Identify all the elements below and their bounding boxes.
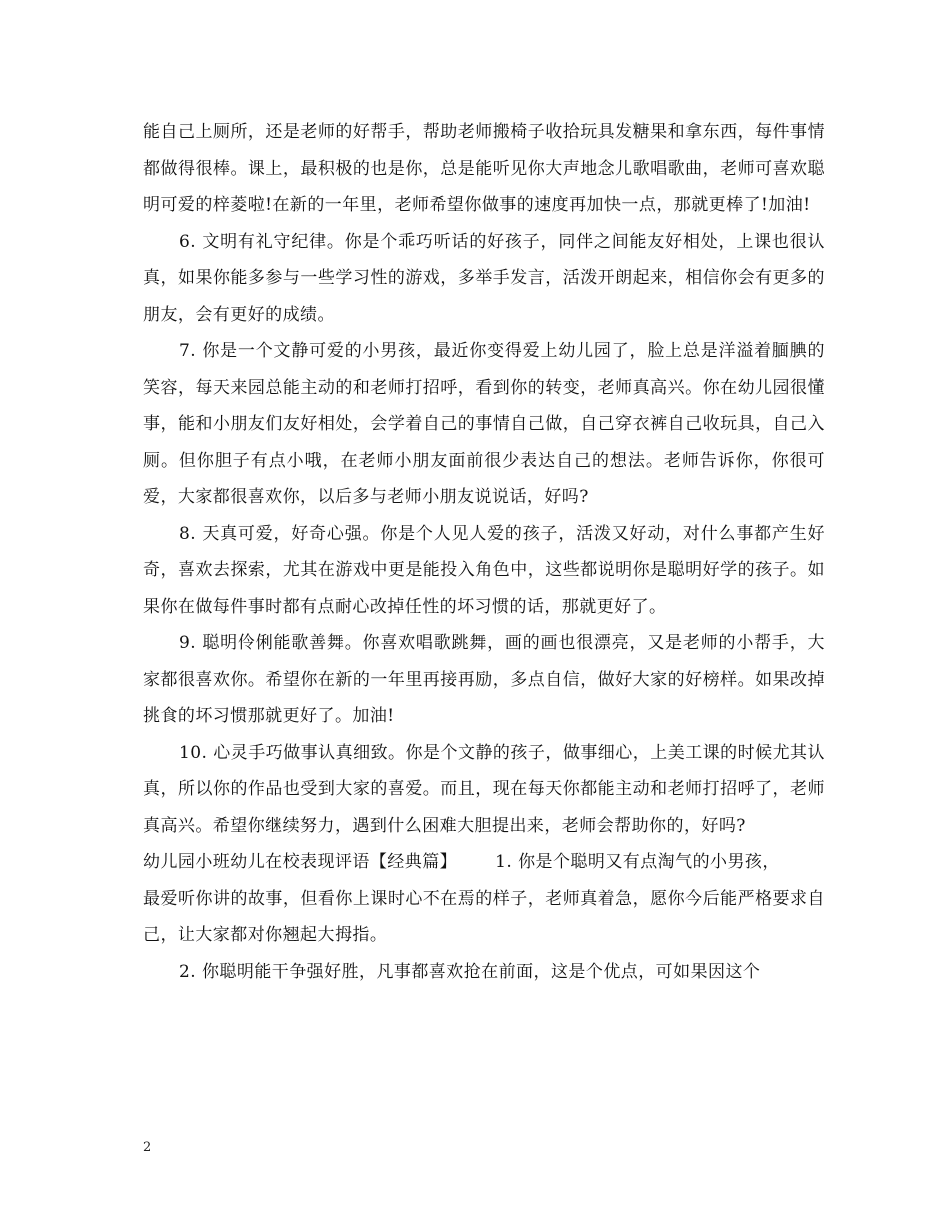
page-number: 2 (143, 1140, 152, 1155)
document-body (143, 114, 825, 990)
paragraph-comment-9: 9. 聪明伶俐能歌善舞。你喜欢唱歌跳舞，画的画也很漂亮，又是老师的小帮手，大家都很喜欢你。希望你在新的一年里再接再励，多点自信，做好大家的好榜样。如果改掉挑食的坏习惯那就更好了。加油! (143, 633, 825, 726)
paragraph-comment-8: 8. 天真可爱，好奇心强。你是个人见人爱的孩子，活泼又好动，对什么事都产生好奇，喜欢去探索，尤其在游戏中更是能投入角色中，这些都说明你是聪明好学的孩子。如果你在做每件事时都有点耐心改掉任性的坏习惯的话，那就更好了。 (143, 523, 825, 617)
paragraph-comment-7: 7. 你是一个文静可爱的小男孩，最近你变得爱上幼儿园了，脸上总是洋溢着腼腆的笑容，每天来园总能主动的和老师打招呼，看到你的转变，老师真高兴。你在幼儿园很懂事，能和小朋友们友好相处，会学着自己的事情自己做，自己穿衣裤自己收玩具，自己入厕。但你胆子有点小哦，在老师小朋友面前很少表达自己的想法。老师告诉你，你很可爱，大家都很喜欢你，以后多与老师小朋友说说话，好吗? (143, 341, 825, 507)
paragraph-comment-2: 2. 你聪明能干争强好胜，凡事都喜欢抢在前面，这是个优点，可如果因这个 (179, 961, 761, 982)
section-title: 幼儿园小班幼儿在校表现评语【经典篇】 (143, 852, 458, 872)
paragraph-continuation: 能自己上厕所，还是老师的好帮手，帮助老师搬椅子收拾玩具发糖果和拿东西，每件事情都做得很棒。课上，最积极的也是你，总是能听见你大声地念儿歌唱歌曲，老师可喜欢聪明可爱的梓菱啦!在新的一年里，老师希望你做事的速度再加快一点，那就更棒了!加油! (143, 122, 825, 215)
section-heading-line (143, 844, 825, 881)
section-first-item: 1. 你是个聪明又有点淘气的小男孩， (495, 852, 780, 872)
section-first-item-continued: 最爱听你讲的故事，但看你上课时心不在焉的样子，老师真着急，愿你今后能严格要求自己，让大家都对你翘起大拇指。 (143, 888, 825, 945)
paragraph-comment-6: 6. 文明有礼守纪律。你是个乖巧听话的好孩子，同伴之间能友好相处，上课也很认真，如果你能多参与一些学习性的游戏，多举手发言，活泼开朗起来，相信你会有更多的朋友，会有更好的成绩。 (143, 231, 825, 325)
paragraph-comment-10: 10. 心灵手巧做事认真细致。你是个文静的孩子，做事细心，上美工课的时候尤其认真，所以你的作品也受到大家的喜爱。而且，现在每天你都能主动和老师打招呼了，老师真高兴。希望你继续努力，遇到什么困难大胆提出来，老师会帮助你的，好吗? (143, 742, 825, 836)
